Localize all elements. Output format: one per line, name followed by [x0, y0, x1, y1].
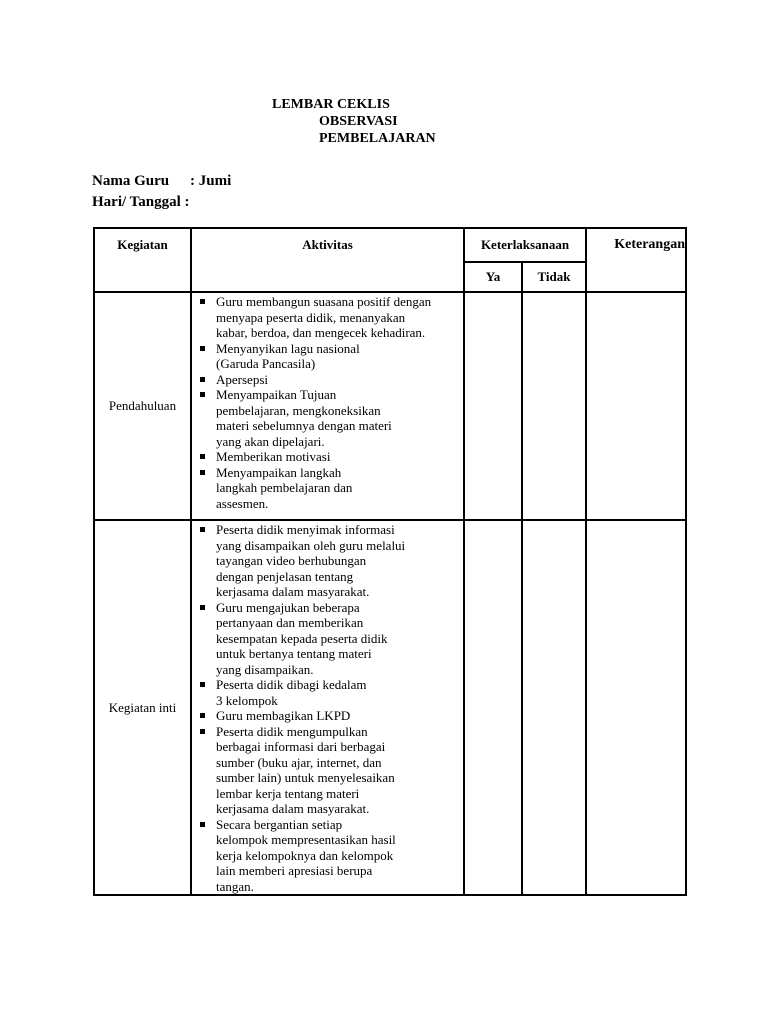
document-title	[272, 96, 436, 147]
activity-item: Peserta didik dibagi kedalam 3 kelompok	[199, 677, 461, 708]
activity-cell	[191, 520, 464, 895]
header-aktivitas: Aktivitas	[191, 228, 464, 292]
teacher-name-value: : Jumi	[190, 173, 232, 189]
header-keterlaksanaan: Keterlaksanaan	[464, 228, 586, 262]
header-kegiatan: Kegiatan	[94, 228, 191, 292]
check-ya-cell[interactable]	[464, 292, 522, 520]
table-row	[94, 520, 686, 895]
activity-item: Menyampaikan langkah langkah pembelajaran dan assesmen.	[199, 465, 461, 512]
date-value: :	[184, 194, 190, 210]
activity-item: Secara bergantian setiap kelompok mempresentasikan hasil kerja kelompoknya dan kelompok lain memberi apresiasi berupa tangan.	[199, 817, 461, 895]
date-row	[92, 193, 190, 211]
check-tidak-cell[interactable]	[522, 292, 586, 520]
activity-item: Menyampaikan Tujuan pembelajaran, mengkoneksikan materi sebelumnya dengan materi yang akan dipelajari.	[199, 387, 461, 449]
keterangan-cell[interactable]	[586, 520, 686, 895]
section-name: Pendahuluan	[94, 292, 191, 520]
check-tidak-cell[interactable]	[522, 520, 586, 895]
teacher-name-row	[92, 172, 231, 190]
observation-table	[93, 227, 687, 896]
activity-list	[199, 522, 461, 894]
header-ya: Ya	[464, 262, 522, 292]
header-keterangan: Keterangan	[586, 228, 686, 292]
title-line-3: PEMBELAJARAN	[319, 131, 436, 146]
title-line-2: OBSERVASI	[319, 114, 398, 129]
activity-list	[199, 294, 461, 511]
activity-item: Guru membagikan LKPD	[199, 708, 461, 724]
activity-item: Peserta didik mengumpulkan berbagai informasi dari berbagai sumber (buku ajar, internet, dan sumber lain) untuk menyelesaikan lembar kerja tentang materi kerjasama dalam masyarakat.	[199, 724, 461, 817]
activity-item: Peserta didik menyimak informasi yang disampaikan oleh guru melalui tayangan video berhubungan dengan penjelasan tentang kerjasama dalam masyarakat.	[199, 522, 461, 600]
table-header-row	[94, 228, 686, 262]
check-ya-cell[interactable]	[464, 520, 522, 895]
title-line-1: LEMBAR CEKLIS	[272, 97, 390, 112]
activity-item: Menyanyikan lagu nasional (Garuda Pancasila)	[199, 341, 461, 372]
activity-item: Memberikan motivasi	[199, 449, 461, 465]
date-label: Hari/ Tanggal	[92, 194, 181, 210]
activity-cell	[191, 292, 464, 520]
activity-item: Guru membangun suasana positif dengan menyapa peserta didik, menanyakan kabar, berdoa, dan mengecek kehadiran.	[199, 294, 461, 341]
teacher-name-label: Nama Guru	[92, 173, 170, 189]
activity-item: Guru mengajukan beberapa pertanyaan dan memberikan kesempatan kepada peserta didik untuk bertanya tentang materi yang disampaikan.	[199, 600, 461, 678]
keterangan-cell[interactable]	[586, 292, 686, 520]
header-tidak: Tidak	[522, 262, 586, 292]
table-row	[94, 292, 686, 520]
activity-item: Apersepsi	[199, 372, 461, 388]
section-name: Kegiatan inti	[94, 520, 191, 895]
